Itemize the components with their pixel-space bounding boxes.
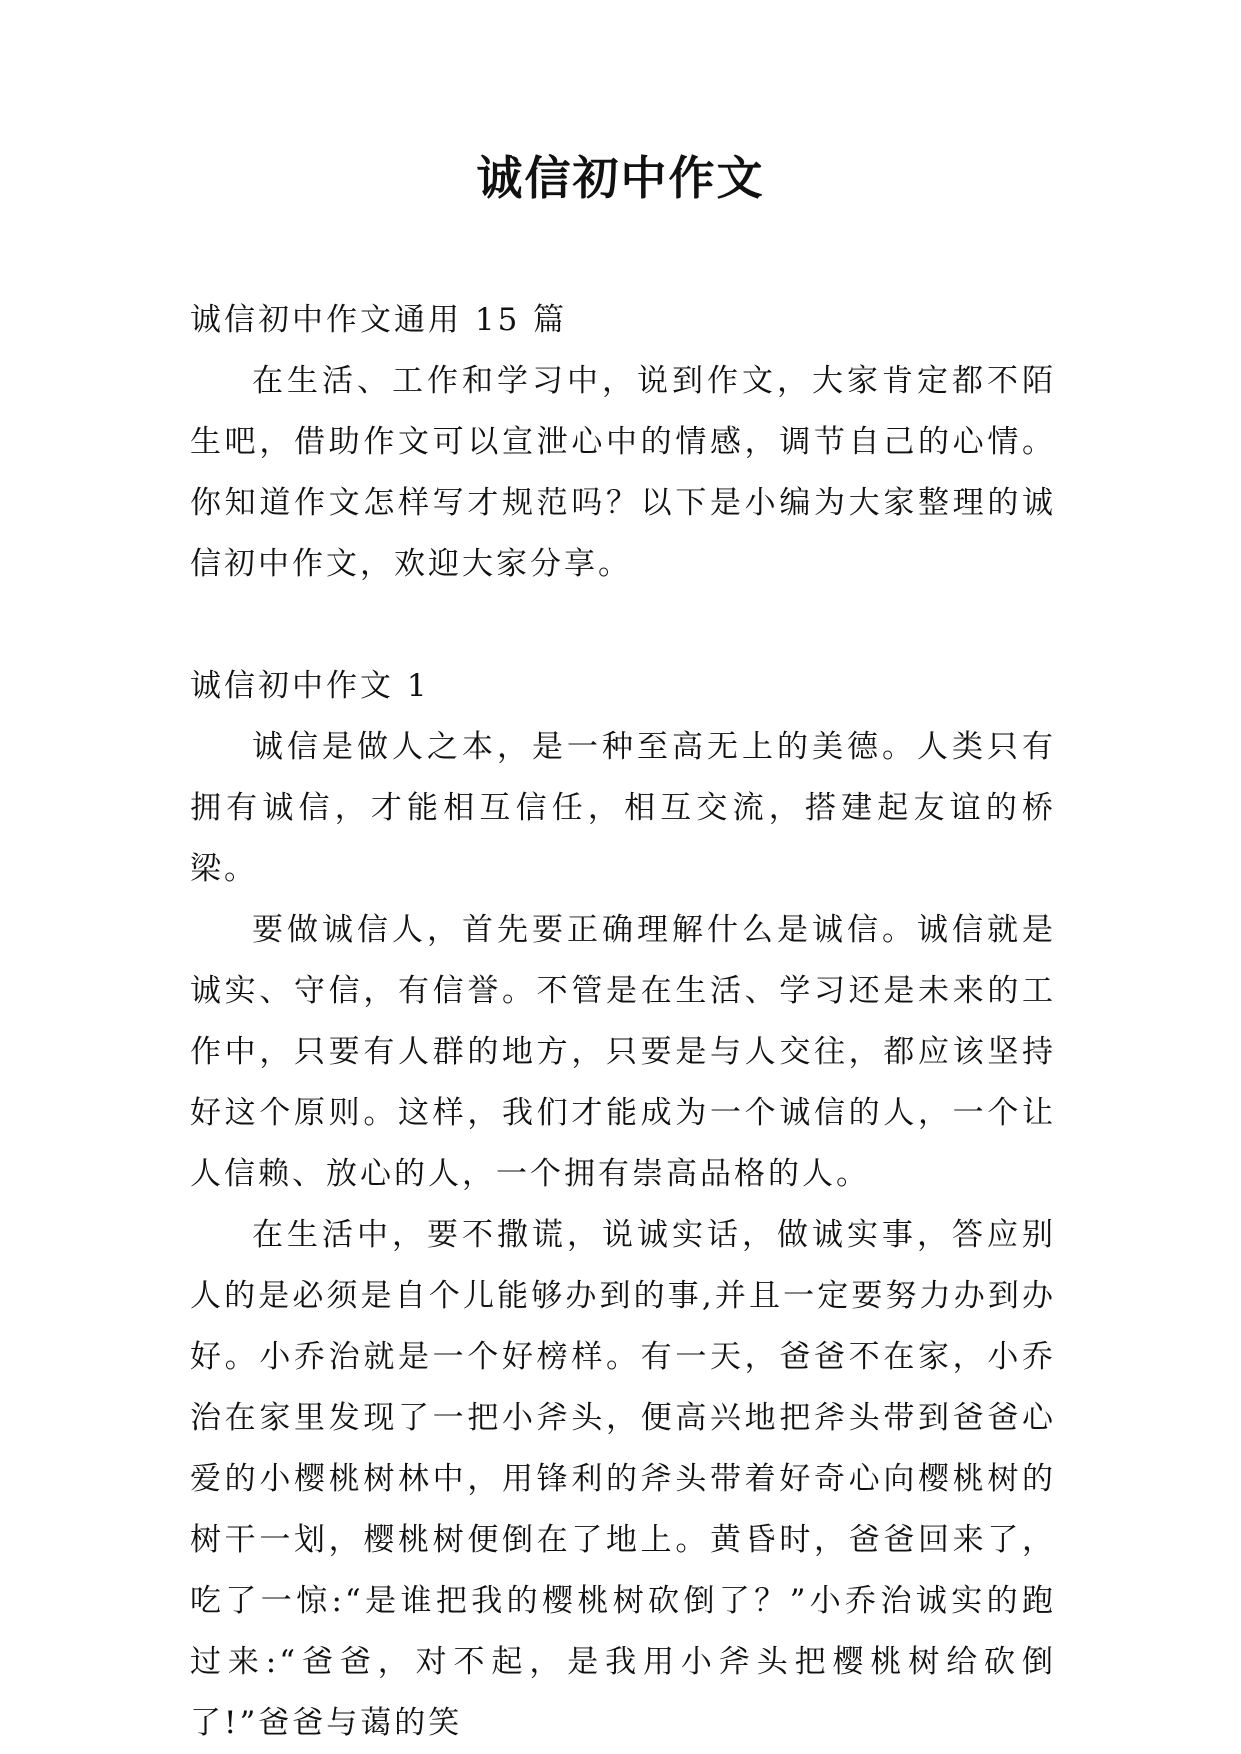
- document-body: [190, 290, 1056, 1754]
- intro-heading: 诚信初中作文通用 15 篇: [190, 302, 568, 338]
- intro-paragraph: 在生活、工作和学习中，说到作文，大家肯定都不陌生吧，借助作文可以宣泄心中的情感，调节自己的心情。你知道作文怎样写才规范吗？以下是小编为大家整理的诚信初中作文，欢迎大家分享。: [190, 363, 1056, 582]
- document-title: 诚信初中作文: [476, 151, 765, 205]
- body-paragraph: 在生活中，要不撒谎，说诚实话，做诚实事，答应别人的是必须是自个儿能够办到的事,并且一定要努力办到办好。小乔治就是一个好榜样。有一天，爸爸不在家，小乔治在家里发现了一把小斧头，便高兴地把斧头带到爸爸心爱的小樱桃树林中，用锋利的斧头带着好奇心向樱桃树的树干一划，樱桃树便倒在了地上。黄昏时，爸爸回来了，吃了一惊:“是谁把我的樱桃树砍倒了？”小乔治诚实的跑过来:“爸爸，对不起，是我用小斧头把樱桃树给砍倒了!”爸爸与蔼的笑: [190, 1217, 1056, 1741]
- body-paragraph: 要做诚信人，首先要正确理解什么是诚信。诚信就是诚实、守信，有信誉。不管是在生活、学习还是未来的工作中，只要有人群的地方，只要是与人交往，都应该坚持好这个原则。这样，我们才能成为一个诚信的人，一个让人信赖、放心的人，一个拥有崇高品格的人。: [190, 912, 1056, 1192]
- body-paragraph: 诚信是做人之本，是一种至高无上的美德。人类只有拥有诚信，才能相互信任，相互交流，搭建起友谊的桥梁。: [190, 729, 1056, 887]
- paragraph-spacer: [190, 595, 1056, 656]
- section-heading: 诚信初中作文 1: [190, 668, 430, 704]
